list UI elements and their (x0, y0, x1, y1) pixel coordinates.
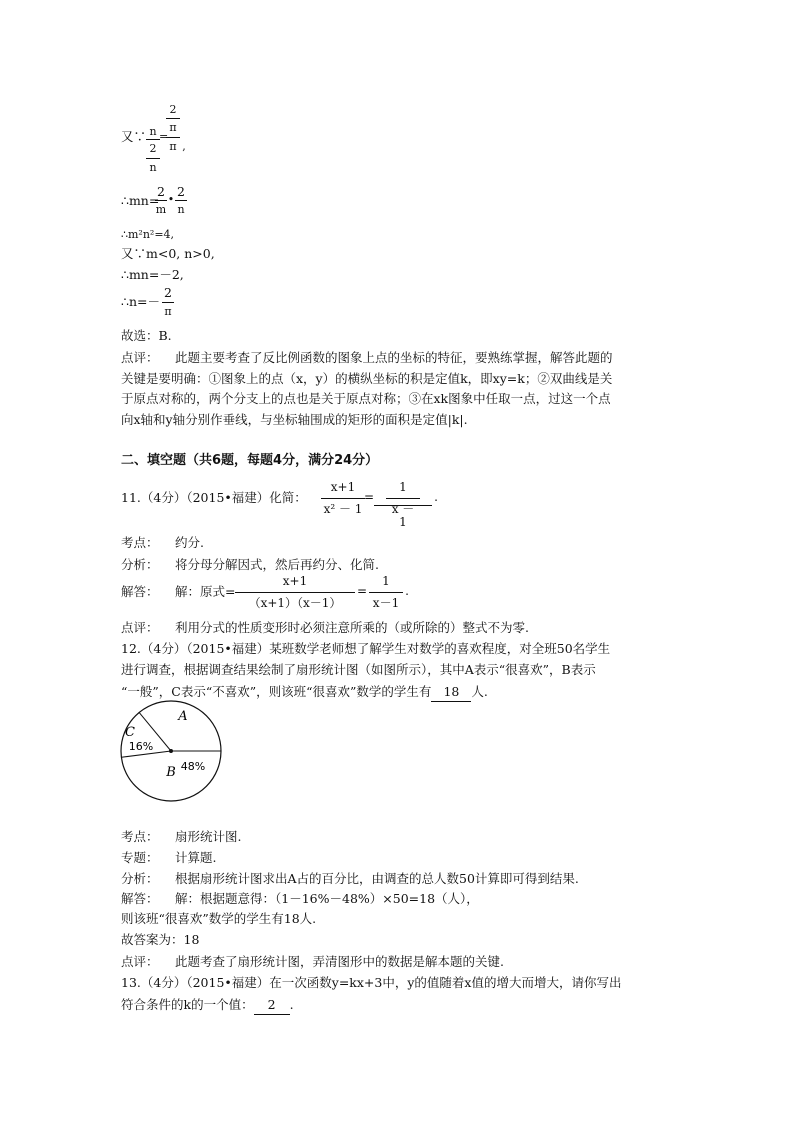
review-text-3: 于原点对称的，两个分支上的点也是关于原点对称；③在xk图象中任取一点，过这一个点 (121, 391, 611, 406)
q11-jd-label: 解答： (121, 584, 159, 599)
q11-jd-num2: 1 (382, 574, 390, 588)
q11-jd-num: x+1 (282, 574, 308, 588)
fraction-bar (235, 592, 355, 593)
q11-fx-label: 分析： (121, 557, 159, 572)
q11-answer-num: 1 (399, 480, 407, 494)
fraction-inner-numerator: 2 (169, 103, 177, 116)
q12-zt: 计算题. (175, 850, 217, 865)
equals-sign: = (364, 490, 375, 504)
fraction-2n-num: 2 (177, 184, 185, 199)
pie-label-a: A (178, 709, 188, 724)
q13-stem-1: 13.（4分）（2015•福建）在一次函数y=kx+3中，y的值随着x值的增大而增大，请你写出 (121, 975, 622, 990)
dot-operator: • (167, 193, 175, 206)
q12-jd-label: 解答： (121, 891, 159, 906)
q13-stem-2 (121, 996, 294, 1015)
q11-jd-den2: x－1 (372, 596, 400, 610)
equals-sign: = (357, 584, 368, 598)
line-m-n-sign: 又∵m<0, n>0, (121, 246, 215, 261)
fraction-bar (369, 592, 403, 593)
q12-stem-3-text: “一般”，C表示“不喜欢”，则该班“很喜欢”数学的学生有 (121, 684, 432, 699)
q12-stem-3-end: 人. (471, 684, 488, 699)
fraction-n-top: n (149, 125, 157, 138)
fraction-bar (321, 498, 365, 499)
line-n-value: ∴n=－ (121, 294, 160, 309)
section-heading: 二、填空题（共6题，每题4分，满分24分） (121, 453, 379, 468)
q12-final-answer: 故答案为：18 (121, 932, 200, 947)
q11-kd: 约分. (175, 535, 204, 550)
q12-fx: 根据扇形统计图求出A占的百分比，由调查的总人数50计算即可得到结果. (175, 871, 579, 886)
q12-zt-label: 专题： (121, 850, 159, 865)
fraction-2m-num: 2 (157, 184, 165, 199)
fraction-n-num: 2 (164, 285, 172, 300)
q13-stem-2-text: 符合条件的k的一个值： (121, 997, 254, 1012)
q11-dp: 利用分式的性质变形时必须注意所乘的（或所除的）整式不为零. (175, 620, 529, 635)
q13-stem-2-end: . (289, 997, 294, 1012)
review-text-4: 向x轴和y轴分别作垂线，与坐标轴围成的矩形的面积是定值|k|. (121, 412, 468, 427)
q12-dp-label: 点评： (121, 954, 159, 969)
line-mn-product: ∴mn= (121, 193, 160, 208)
fraction-bar (386, 498, 420, 499)
q11-kd-label: 考点： (121, 535, 159, 550)
q12-jd-2: 则该班“很喜欢”数学的学生有18人. (121, 911, 317, 926)
pie-group (121, 701, 221, 801)
fraction-2: 2 (149, 142, 157, 155)
q13-answer-blank: 2 (254, 996, 290, 1015)
fraction-bar (155, 200, 167, 201)
fraction-bar (166, 118, 180, 119)
pie-chart (115, 700, 227, 806)
pie-label-b: B (166, 765, 176, 780)
pie-value-c: 16% (128, 740, 154, 753)
fraction-bar (146, 139, 160, 140)
fraction-2n-den: n (177, 203, 185, 216)
line-m2n2: ∴m²n²=4, (121, 228, 175, 241)
q11-jd-pre: 解：原式= (175, 584, 236, 599)
q12-kd-label: 考点： (121, 829, 159, 844)
fraction-bar (175, 200, 187, 201)
equals-sign: = (159, 130, 169, 143)
fraction-n-bottom: n (149, 161, 157, 174)
choice-answer: 故选：B. (121, 328, 172, 343)
q12-dp: 此题考查了扇形统计图，弄清图形中的数据是解本题的关键. (175, 954, 504, 969)
q11-jd-den: （x+1）（x－1） (248, 596, 342, 610)
q12-stem-1: 12.（4分）（2015•福建）某班数学老师想了解学生对数学的喜欢程度，对全班50名学生 (121, 641, 611, 656)
line-again-since: 又∵ (121, 129, 147, 144)
pie-value-b: 48% (180, 760, 206, 773)
comma: , (182, 140, 186, 153)
q11-fx: 将分母分解因式，然后再约分、化简. (175, 557, 379, 572)
period: . (434, 490, 438, 504)
q11-answer-den: x － 1 (391, 502, 415, 529)
q12-stem-2: 进行调查，根据调查结果绘制了扇形统计图（如图所示），其中A表示“很喜欢”，B表示 (121, 662, 596, 677)
fraction-2m-den: m (155, 203, 167, 216)
period: . (405, 584, 409, 598)
q11-dp-label: 点评： (121, 620, 159, 635)
review-label: 点评： (121, 350, 159, 365)
q12-fx-label: 分析： (121, 871, 159, 886)
line-mn-value: ∴mn=－2, (121, 267, 184, 282)
fraction-bar (146, 158, 160, 159)
pie-center-dot (169, 749, 173, 753)
fraction-bar (162, 302, 174, 303)
fraction-inner-denominator: π (169, 121, 177, 134)
q11-frac-den: x² － 1 (323, 502, 363, 516)
q12-answer-blank: 18 (431, 683, 471, 702)
q11-frac-num: x+1 (330, 480, 356, 494)
review-text-2: 关键是要明确：①图象上的点（x，y）的横纵坐标的积是定值k，即xy=k；②双曲线是关 (121, 371, 613, 386)
fraction-n-den: π (164, 305, 172, 318)
fraction-bar (166, 137, 180, 138)
review-text-1: 此题主要考查了反比例函数的图象上点的坐标的特征，要熟练掌握，解答此题的 (175, 350, 613, 365)
q12-jd-1: 解：根据题意得：（1－16%－48%）×50=18（人）， (175, 891, 479, 906)
q12-kd: 扇形统计图. (175, 829, 242, 844)
q11-stem: 11.（4分）（2015•福建）化简： (121, 490, 307, 505)
pie-label-c: C (125, 725, 135, 740)
fraction-pi: π (169, 140, 177, 153)
